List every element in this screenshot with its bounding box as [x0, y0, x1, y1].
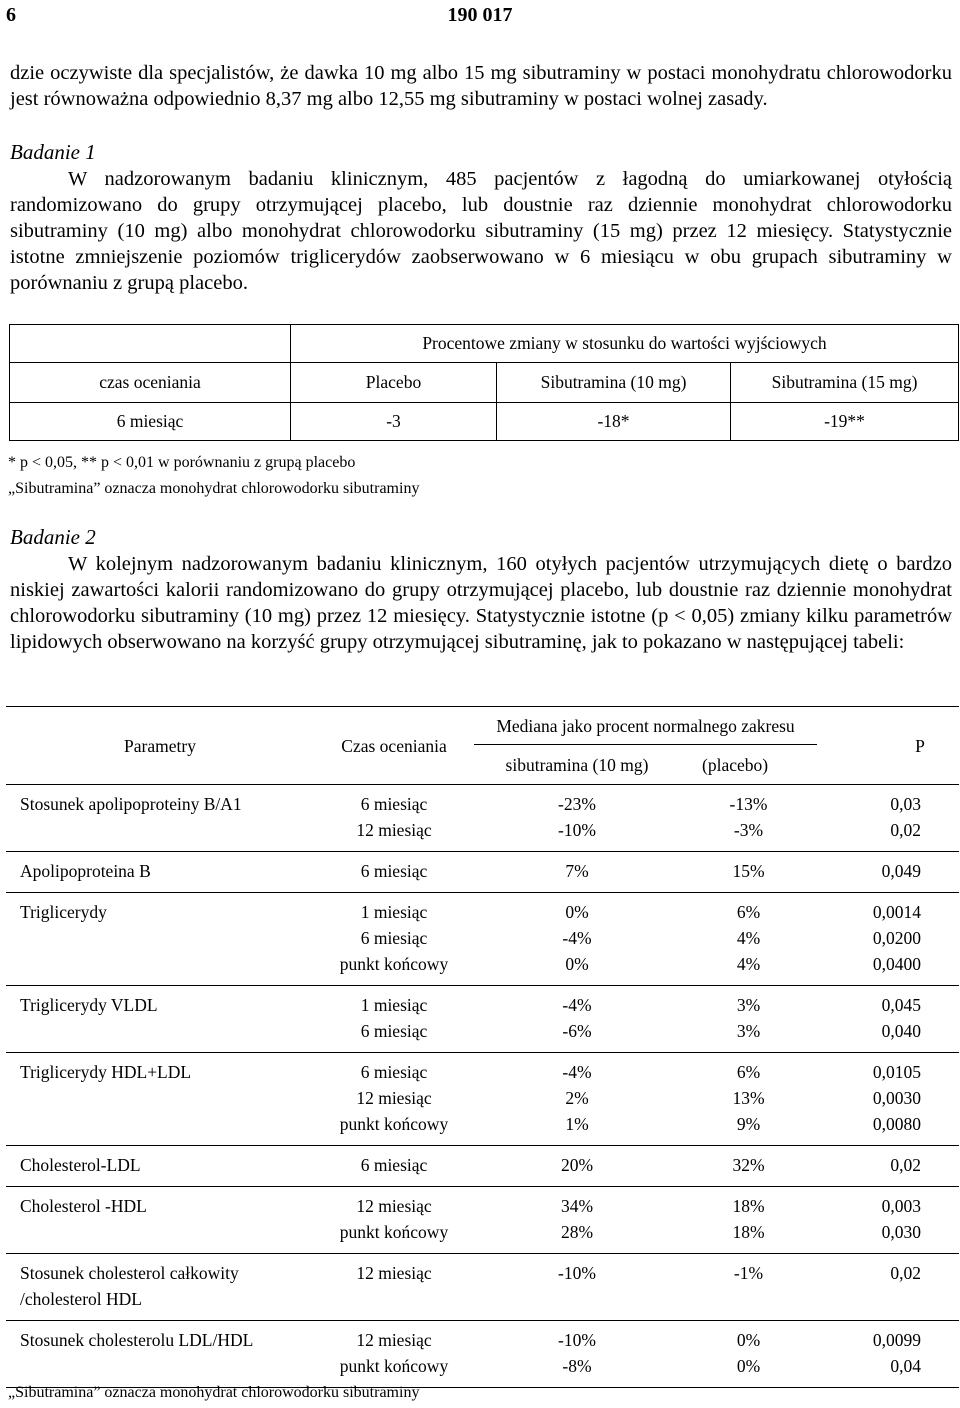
row-param: Triglicerydy HDL+LDL	[20, 1062, 192, 1082]
row-p: 0,003	[881, 1196, 921, 1216]
row-time: punkt końcowy	[339, 954, 449, 974]
row-sib: -4%	[562, 1062, 592, 1082]
row-p: 0,049	[881, 861, 921, 881]
study1-row-sib10: -18*	[497, 403, 731, 441]
study1-row-sib15: -19**	[731, 403, 959, 441]
study1-heading: Badanie 1	[10, 140, 96, 164]
row-placebo: 18%	[732, 1222, 765, 1242]
row-time: 1 miesiąc	[360, 902, 428, 922]
row-sib: -4%	[562, 995, 592, 1015]
row-p: 0,0080	[872, 1114, 921, 1134]
study1-row-placebo: -3	[291, 403, 497, 441]
row-sib: -8%	[562, 1356, 592, 1376]
row-placebo: 3%	[736, 995, 761, 1015]
row-time: punkt końcowy	[339, 1114, 449, 1134]
row-sib: 34%	[560, 1196, 594, 1216]
study2-sibutramina-note: „Sibutramina” oznacza monohydrat chlorowodorku sibutraminy	[8, 1384, 420, 1401]
row-time: 6 miesiąc	[360, 928, 428, 948]
row-placebo: 32%	[732, 1155, 765, 1175]
row-placebo: 3%	[736, 1021, 761, 1041]
row-time: 12 miesiąc	[356, 1330, 432, 1350]
row-sib: 0%	[565, 902, 589, 922]
study2-row-group	[6, 1254, 959, 1321]
row-param: Cholesterol -HDL	[20, 1196, 147, 1216]
row-placebo: 4%	[736, 954, 761, 974]
row-param: Apolipoproteina B	[20, 861, 151, 881]
row-time: punkt końcowy	[339, 1222, 449, 1242]
study2-col-param: Parametry	[6, 707, 314, 785]
study2-row-group	[6, 785, 959, 852]
row-placebo: 6%	[736, 1062, 761, 1082]
row-sib: -10%	[558, 1330, 596, 1350]
row-p: 0,0099	[872, 1330, 921, 1350]
row-time: 12 miesiąc	[356, 1196, 432, 1216]
row-placebo: 18%	[732, 1196, 765, 1216]
study2-heading: Badanie 2	[10, 525, 96, 549]
row-sib: -10%	[558, 1263, 596, 1283]
row-sib: 7%	[565, 861, 589, 881]
study2-col-placebo: (placebo)	[680, 745, 817, 785]
study2-row-group	[6, 893, 959, 986]
row-p: 0,0105	[872, 1062, 921, 1082]
row-time: punkt końcowy	[339, 1356, 449, 1376]
study1-col-time: czas oceniania	[10, 363, 291, 403]
row-sib: 2%	[565, 1088, 589, 1108]
row-placebo: 0%	[736, 1356, 761, 1376]
row-placebo: 9%	[736, 1114, 761, 1134]
study1-text	[10, 166, 952, 296]
study2-text-body: W kolejnym nadzorowanym badaniu klinicznym, 160 otyłych pacjentów utrzymujących dietę o bardzo niskiej zawartości kalorii randomizowano do grupy otrzymującej placebo, lub doustnie raz dziennie monohydrat chlorowodorku sibutraminy (10 mg) przez 12 miesięcy. Statystycznie istotne (p < 0,05) zmiany kilku parametrów lipidowych obserwowano na korzyść grupy otrzymującej sibutraminę, jak to pokazano w następującej tabeli:	[10, 553, 952, 653]
study2-row-group	[6, 1321, 959, 1388]
row-placebo: 0%	[736, 1330, 761, 1350]
row-sib: 1%	[565, 1114, 589, 1134]
study1-col-sib15: Sibutramina (15 mg)	[731, 363, 959, 403]
row-placebo: 13%	[732, 1088, 765, 1108]
page-header	[0, 4, 960, 30]
row-p: 0,03	[890, 794, 921, 814]
row-time: 6 miesiąc	[360, 861, 428, 881]
row-placebo: 4%	[736, 928, 761, 948]
row-placebo: -1%	[733, 1263, 764, 1283]
page-number: 6	[6, 4, 16, 26]
row-p: 0,02	[890, 1155, 921, 1175]
row-time: 6 miesiąc	[360, 1155, 428, 1175]
study2-col-time: Czas oceniania	[314, 707, 474, 785]
row-time: 1 miesiąc	[360, 995, 428, 1015]
row-sib: 20%	[560, 1155, 594, 1175]
row-param: Cholesterol-LDL	[20, 1155, 141, 1175]
row-time: 6 miesiąc	[360, 1021, 428, 1041]
row-sib: 28%	[560, 1222, 594, 1242]
study2-text	[10, 551, 952, 655]
row-p: 0,0400	[872, 954, 921, 974]
row-param: Stosunek apolipoproteiny B/A1	[20, 794, 242, 814]
study2-col-median: Mediana jako procent normalnego zakresu	[474, 707, 817, 745]
row-time: 12 miesiąc	[356, 820, 432, 840]
row-p: 0,030	[881, 1222, 921, 1242]
row-p: 0,02	[890, 1263, 921, 1283]
row-sib: 0%	[565, 954, 589, 974]
row-p: 0,0030	[872, 1088, 921, 1108]
row-param: /cholesterol HDL	[20, 1289, 142, 1309]
row-param: Stosunek cholesterol całkowity	[20, 1263, 239, 1283]
study1-span-header: Procentowe zmiany w stosunku do wartości wyjściowych	[291, 325, 959, 363]
study1-row-time: 6 miesiąc	[10, 403, 291, 441]
row-sib: -10%	[558, 820, 596, 840]
row-placebo: 6%	[736, 902, 761, 922]
row-p: 0,040	[881, 1021, 921, 1041]
intro-paragraph: dzie oczywiste dla specjalistów, że dawka 10 mg albo 15 mg sibutraminy w postaci monohydratu chlorowodorku jest równoważna odpowiednio 8,37 mg albo 12,55 mg sibutraminy w postaci wolnej zasady.	[10, 62, 952, 110]
row-p: 0,04	[890, 1356, 921, 1376]
study1-sibutramina-note: „Sibutramina” oznacza monohydrat chlorowodorku sibutraminy	[8, 480, 420, 497]
study2-row-group	[6, 1146, 959, 1187]
study2-row-group	[6, 986, 959, 1053]
study1-text-body: W nadzorowanym badaniu klinicznym, 485 pacjentów z łagodną do umiarkowanej otyłością randomizowano do grupy otrzymującej placebo, lub doustnie raz dziennie monohydrat chlorowodorku sibutraminy (10 mg) albo monohydrat chlorowodorku sibutraminy (15 mg) przez 12 miesięcy. Statystycznie istotne zmniejszenie poziomów triglicerydów zaobserwowano w 6 miesiącu w obu grupach sibutraminy w porównaniu z grupą placebo.	[10, 168, 952, 294]
study2-col-sib: sibutramina (10 mg)	[474, 745, 680, 785]
study2-row-group	[6, 852, 959, 893]
row-placebo: 15%	[732, 861, 765, 881]
row-time: 12 miesiąc	[356, 1263, 432, 1283]
study1-footnote: * p < 0,05, ** p < 0,01 w porównaniu z grupą placebo	[8, 454, 356, 471]
study1-table-empty-corner	[10, 325, 291, 363]
row-p: 0,02	[890, 820, 921, 840]
row-p: 0,0014	[872, 902, 921, 922]
row-sib: -23%	[558, 794, 596, 814]
study2-col-p: P	[817, 707, 959, 785]
row-param: Stosunek cholesterolu LDL/HDL	[20, 1330, 254, 1350]
row-p: 0,045	[881, 995, 921, 1015]
row-param: Triglicerydy VLDL	[20, 995, 158, 1015]
row-sib: -4%	[562, 928, 592, 948]
study1-col-sib10: Sibutramina (10 mg)	[497, 363, 731, 403]
study1-col-placebo: Placebo	[291, 363, 497, 403]
row-placebo: -3%	[733, 820, 764, 840]
row-p: 0,0200	[872, 928, 921, 948]
row-param: Triglicerydy	[20, 902, 107, 922]
row-time: 6 miesiąc	[360, 794, 428, 814]
row-placebo: -13%	[729, 794, 768, 814]
study2-table	[6, 706, 959, 1388]
document-number: 190 017	[447, 4, 513, 26]
row-time: 6 miesiąc	[360, 1062, 428, 1082]
study1-table	[9, 324, 959, 441]
study2-row-group	[6, 1187, 959, 1254]
row-time: 12 miesiąc	[356, 1088, 432, 1108]
study2-row-group	[6, 1053, 959, 1146]
row-sib: -6%	[562, 1021, 592, 1041]
